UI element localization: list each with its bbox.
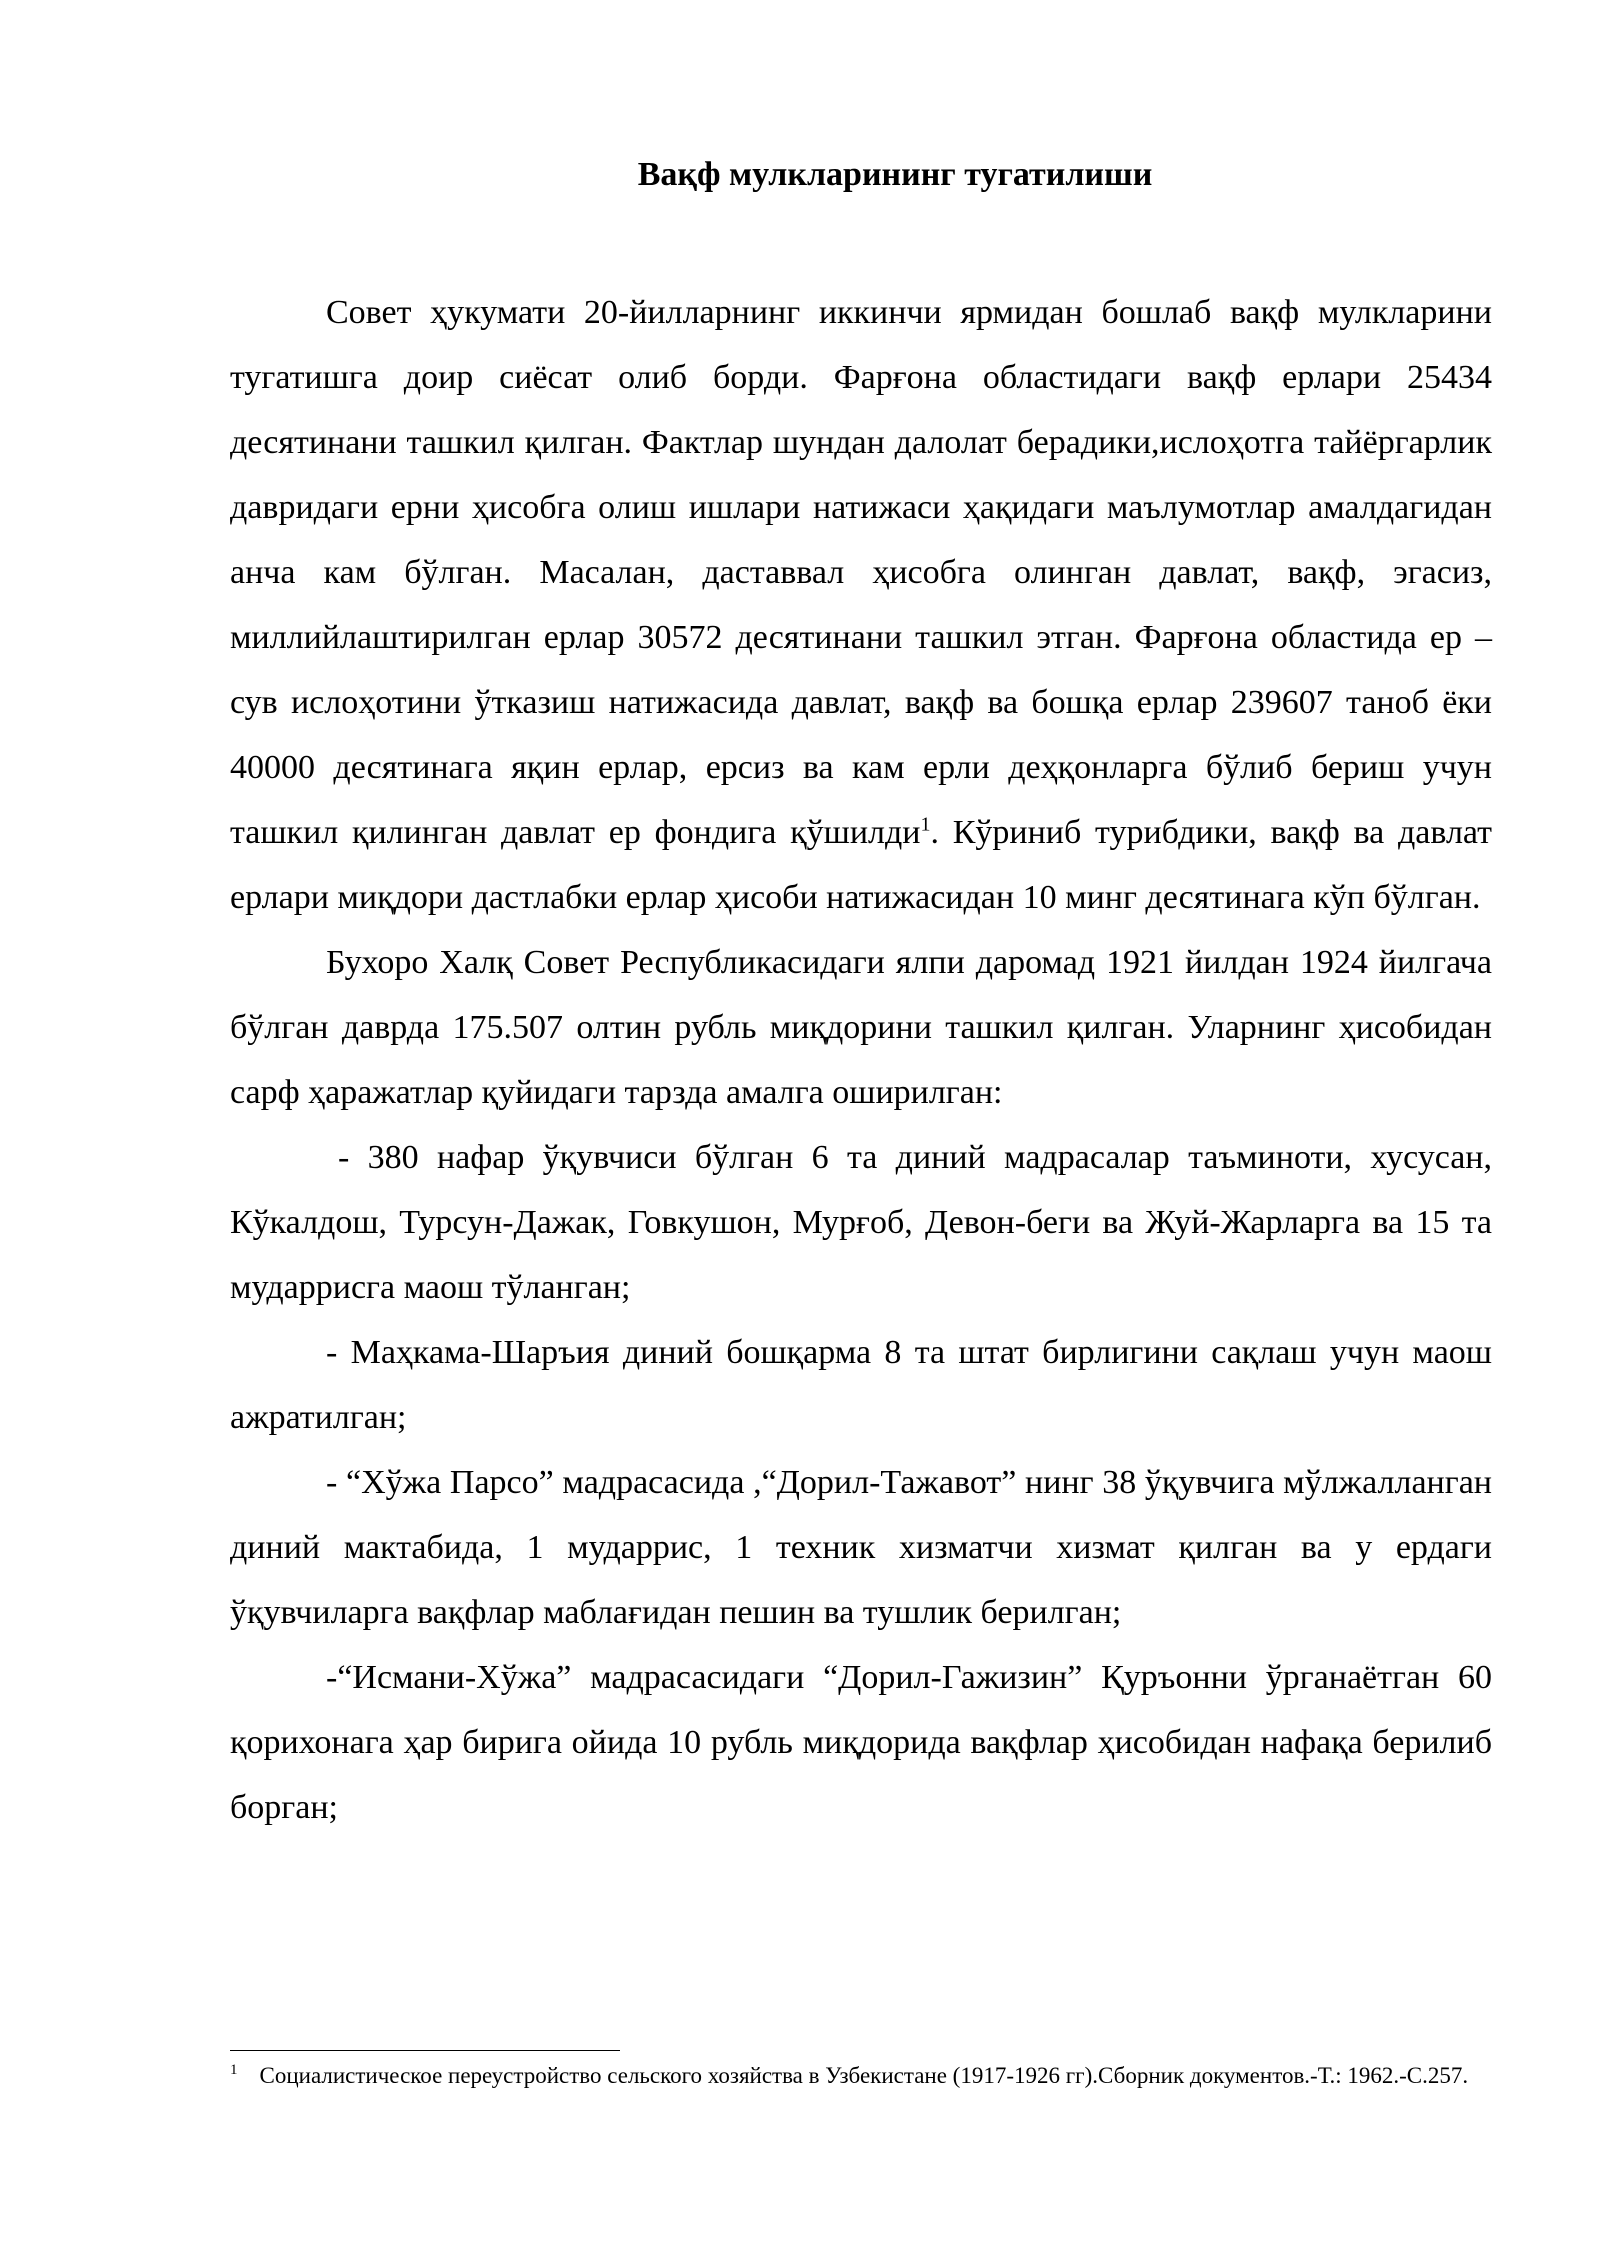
list-item-mahkama: - Маҳкама-Шаръия диний бошқарма 8 та штат бирлигини сақлаш учун маош ажратилган;	[230, 1334, 1492, 1436]
footnote-reference: 1	[920, 813, 931, 836]
list-item-khoja-parso: - “Хўжа Парсо” мадрасасида ,“Дорил-Тажавот” нинг 38 ўқувчига мўлжалланган диний мактабида, 1 мударрис, 1 техник хизматчи хизмат қилган ва у ердаги ўқувчиларга вақфлар маблағидан пешин ва тушлик берилган;	[230, 1464, 1492, 1631]
paragraph-text: Совет ҳукумати 20-йилларнинг иккинчи ярмидан бошлаб вақф мулкларини тугатишга доир сиёсат олиб борди. Фарғона областидаги вақф ерлари 25434 десятинани ташкил қилган. Фактлар шундан далолат берадики,ислоҳотга тайёргарлик давридаги ерни ҳисобга олиш ишлари натижаси ҳақидаги маълумотлар амалдагидан анча кам бўлган. Масалан, даставвал ҳисобга олинган давлат, вақф, эгасиз, миллийлаштирилган ерлар 30572 десятинани ташкил этган. Фарғона областида ер – сув ислоҳотини ўтказиш натижасида давлат, вақф ва бошқа ерлар 239607 таноб ёки 40000 десятинага яқин ерлар, ерсиз ва кам ерли деҳқонларга бўлиб бериш учун ташкил қилинган давлат ер фондига қўшилди	[230, 294, 1492, 851]
footnote-text: Социалистическое переустройство сельского хозяйства в Узбекистане (1917-1926 гг).Сборник документов.-Т.: 1962.-С.257.	[259, 2063, 1469, 2088]
footnote-mark: 1	[230, 2062, 238, 2079]
footnote-divider	[230, 2050, 620, 2051]
list-item-madrasas: - 380 нафар ўқувчиси бўлган 6 та диний мадрасалар таъминоти, хусусан, Кўкалдош, Турсун-Дажак, Говкушон, Мурғоб, Девон-беги ва Жуй-Жарларга ва 15 та мударрисга маош тўланган;	[230, 1139, 1492, 1306]
paragraph-waqf-lands	[230, 280, 1492, 930]
body-text	[230, 280, 1492, 1840]
list-item-ismani-khoja: -“Исмани-Хўжа” мадрасасидаги “Дорил-Гажизин” Қуръонни ўрганаётган 60 қорихонага ҳар бирига ойида 10 рубль миқдорида вақфлар ҳисобидан нафақа берилиб борган;	[230, 1659, 1492, 1826]
paragraph-bukhara-income: Бухоро Халқ Совет Республикасидаги ялпи даромад 1921 йилдан 1924 йилгача бўлган даврда 175.507 олтин рубль миқдорини ташкил қилган. Уларнинг ҳисобидан сарф ҳаражатлар қуйидаги тарзда амалга оширилган:	[230, 944, 1492, 1111]
paragraph-text-continued: . Кўриниб турибдики, вақф ва давлат ерлари миқдори дастлабки ерлар ҳисоби натижасидан 10 минг десятинага кўп бўлган.	[230, 814, 1492, 916]
footnote	[230, 2060, 1492, 2091]
page-title: Вақф мулкларининг тугатилиши	[637, 156, 1153, 193]
